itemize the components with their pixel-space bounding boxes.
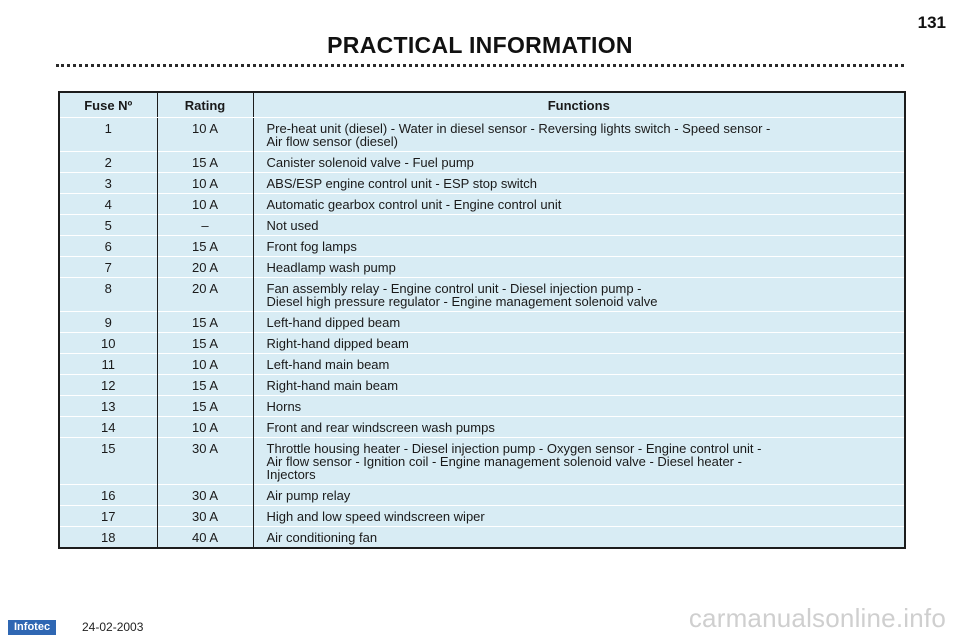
functions-cell: Headlamp wash pump [253,257,905,278]
functions-cell: Not used [253,215,905,236]
rating-cell: 15 A [157,236,253,257]
table-row [59,375,905,396]
rating-cell: 20 A [157,257,253,278]
fuse-number-cell: 15 [59,438,157,485]
fuse-number-cell: 8 [59,278,157,312]
fuse-number-cell: 9 [59,312,157,333]
table-row [59,278,905,312]
functions-cell: Front and rear windscreen wash pumps [253,417,905,438]
rating-cell: 15 A [157,396,253,417]
fuse-number-cell: 16 [59,485,157,506]
header-functions: Functions [253,92,905,118]
functions-cell: Pre-heat unit (diesel) - Water in diesel sensor - Reversing lights switch - Speed sensor - Air flow sensor (diesel) [253,118,905,152]
rating-cell: 40 A [157,527,253,549]
fuse-table [58,91,906,549]
fuse-number-cell: 7 [59,257,157,278]
dotted-divider [56,64,904,67]
rating-cell: 15 A [157,375,253,396]
rating-cell: 10 A [157,417,253,438]
header-rating: Rating [157,92,253,118]
header-fuse-number: Fuse Nº [59,92,157,118]
fuse-number-cell: 10 [59,333,157,354]
fuse-number-cell: 6 [59,236,157,257]
infotec-badge: Infotec [8,620,56,635]
rating-cell: 30 A [157,485,253,506]
table-row [59,396,905,417]
rating-cell: 15 A [157,152,253,173]
page-number: 131 [917,13,946,32]
table-row [59,354,905,375]
rating-cell: 10 A [157,354,253,375]
fuse-number-cell: 13 [59,396,157,417]
fuse-number-cell: 11 [59,354,157,375]
functions-cell: Fan assembly relay - Engine control unit - Diesel injection pump - Diesel high pressure regulator - Engine management solenoid valve [253,278,905,312]
fuse-number-cell: 4 [59,194,157,215]
fuse-number-cell: 1 [59,118,157,152]
table-row [59,215,905,236]
fuse-number-cell: 12 [59,375,157,396]
table-row [59,152,905,173]
functions-cell: Right-hand main beam [253,375,905,396]
functions-cell: Canister solenoid valve - Fuel pump [253,152,905,173]
table-row [59,527,905,549]
table-row [59,333,905,354]
fuse-number-cell: 5 [59,215,157,236]
table-row [59,506,905,527]
table-body [59,118,905,549]
functions-cell: Front fog lamps [253,236,905,257]
functions-cell: Left-hand main beam [253,354,905,375]
fuse-number-cell: 18 [59,527,157,549]
fuse-number-cell: 3 [59,173,157,194]
rating-cell: 15 A [157,333,253,354]
table-row [59,312,905,333]
functions-cell: Air pump relay [253,485,905,506]
fuse-number-cell: 2 [59,152,157,173]
functions-cell: Right-hand dipped beam [253,333,905,354]
table-row [59,485,905,506]
functions-cell: Horns [253,396,905,417]
footer-date: 24-02-2003 [82,620,144,634]
rating-cell: – [157,215,253,236]
table-row [59,417,905,438]
functions-cell: ABS/ESP engine control unit - ESP stop switch [253,173,905,194]
table-row [59,118,905,152]
table-row [59,438,905,485]
rating-cell: 10 A [157,118,253,152]
rating-cell: 10 A [157,173,253,194]
functions-cell: High and low speed windscreen wiper [253,506,905,527]
rating-cell: 15 A [157,312,253,333]
table-row [59,257,905,278]
functions-cell: Throttle housing heater - Diesel injection pump - Oxygen sensor - Engine control unit - Air flow sensor - Ignition coil - Engine management solenoid valve - Diesel heater - Injectors [253,438,905,485]
table-row [59,173,905,194]
rating-cell: 30 A [157,506,253,527]
watermark: carmanualsonline.info [688,603,946,633]
functions-cell: Air conditioning fan [253,527,905,549]
rating-cell: 30 A [157,438,253,485]
rating-cell: 10 A [157,194,253,215]
fuse-number-cell: 17 [59,506,157,527]
table-header-row [59,92,905,118]
table-row [59,236,905,257]
page-title: PRACTICAL INFORMATION [327,32,633,58]
table-row [59,194,905,215]
functions-cell: Left-hand dipped beam [253,312,905,333]
fuse-number-cell: 14 [59,417,157,438]
rating-cell: 20 A [157,278,253,312]
functions-cell: Automatic gearbox control unit - Engine control unit [253,194,905,215]
